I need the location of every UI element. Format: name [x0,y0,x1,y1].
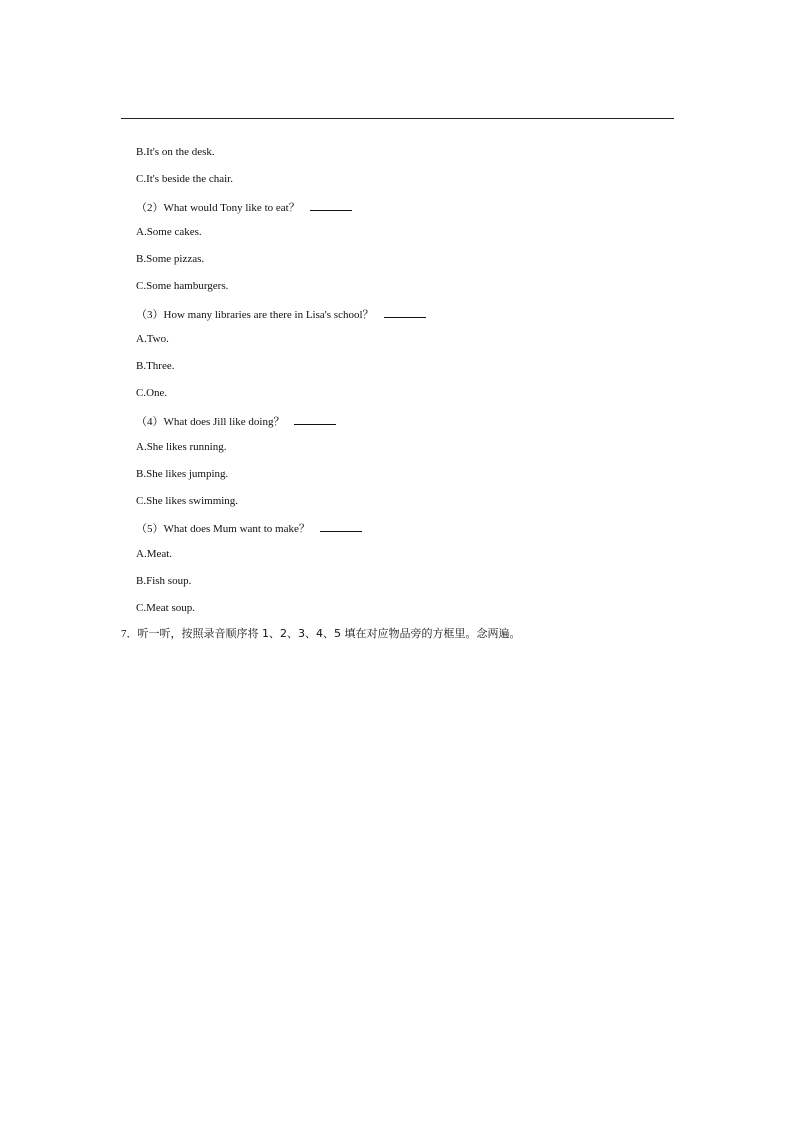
question-3 [136,306,426,322]
option-a-q2: A.Some cakes. [136,226,202,238]
question-5 [136,520,362,536]
question-3-text: （3）How many libraries are there in Lisa's school？ [136,309,374,321]
option-a-q3: A.Two. [136,333,169,345]
answer-blank-3 [384,306,426,318]
question-4-text: （4）What does Jill like doing？ [136,416,285,428]
section-7-text: 听一听，按照录音顺序将 1、2、3、4、5 填在对应物品旁的方框里。念两遍。 [137,627,521,640]
option-c-q5: C.Meat soup. [136,602,195,614]
answer-blank-4 [294,413,336,425]
option-b-q3: B.Three. [136,360,175,372]
question-2-text: （2）What would Tony like to eat？ [136,202,300,214]
option-c-q1: C.It's beside the chair. [136,173,233,185]
question-5-text: （5）What does Mum want to make？ [136,523,310,535]
section-7-number: 7． [121,628,138,640]
section-7-instruction [121,627,520,641]
option-b-q4: B.She likes jumping. [136,468,229,480]
option-c-q2: C.Some hamburgers. [136,280,229,292]
option-c-q4: C.She likes swimming. [136,495,239,507]
option-c-q3: C.One. [136,387,168,399]
option-a-q4: A.She likes running. [136,441,227,453]
option-a-q5: A.Meat. [136,548,173,560]
question-2 [136,199,352,215]
option-b-q2: B.Some pizzas. [136,253,205,265]
option-b-q1: B.It's on the desk. [136,146,215,158]
option-b-q5: B.Fish soup. [136,575,192,587]
answer-blank-5 [320,520,362,532]
question-4 [136,413,336,429]
answer-blank-2 [310,199,352,211]
header-rule [121,118,674,119]
